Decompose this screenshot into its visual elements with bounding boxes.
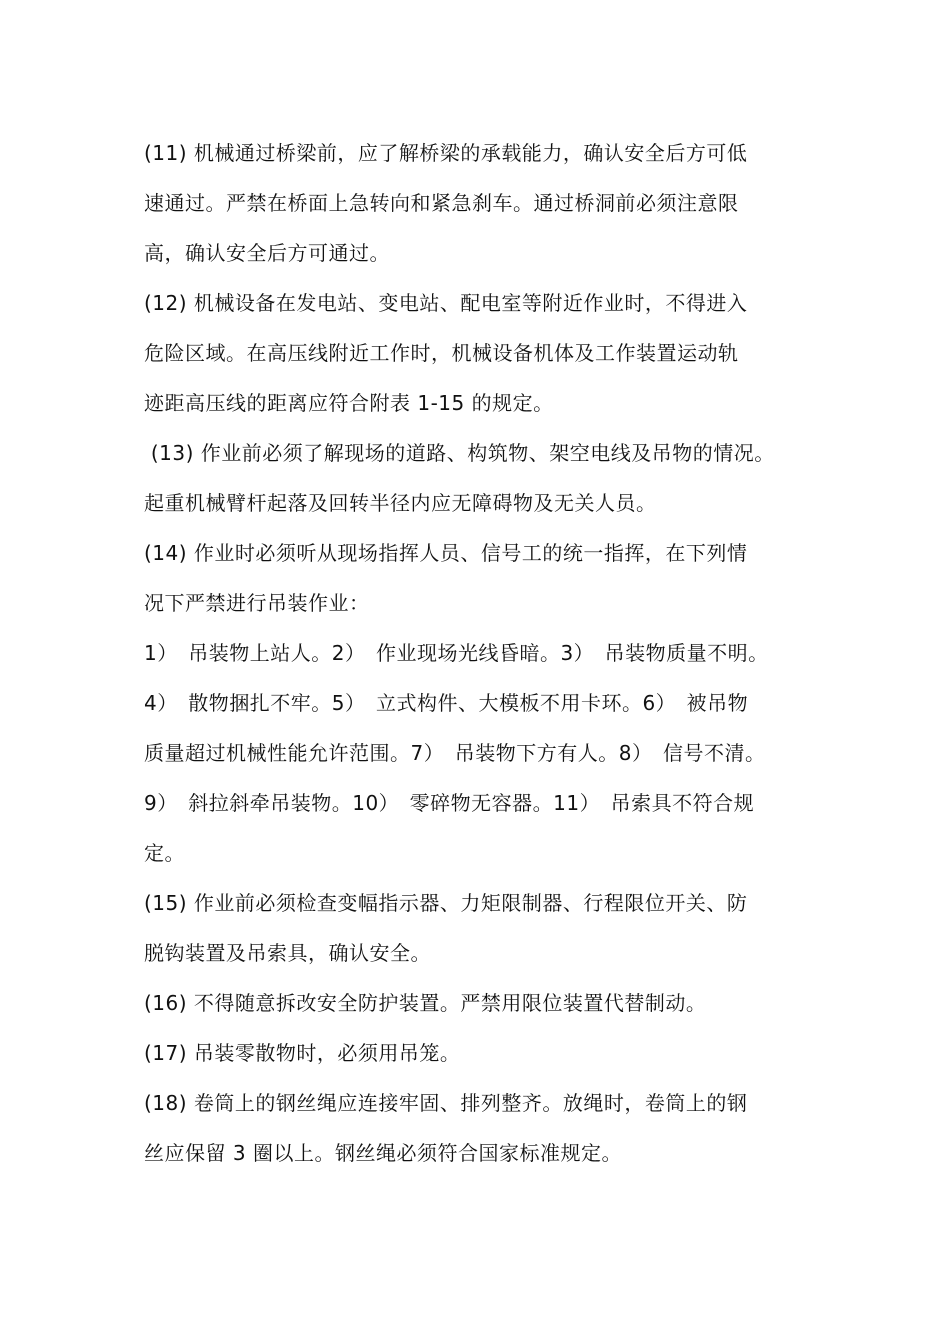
text-line-11c: 高，确认安全后方可通过。 <box>144 241 390 265</box>
text-line-11b: 速通过。严禁在桥面上急转向和紧急刹车。通过桥洞前必须注意限 <box>144 191 739 215</box>
text-line-12b: 危险区域。在高压线附近工作时，机械设备机体及工作装置运动轨 <box>144 341 739 365</box>
list-line-5: 定。 <box>144 841 185 865</box>
text-line-17: (17) 吊装零散物时，必须用吊笼。 <box>144 1041 461 1065</box>
text-line-11a: (11) 机械通过桥梁前，应了解桥梁的承载能力，确认安全后方可低 <box>144 141 748 165</box>
text-line-14b: 况下严禁进行吊装作业： <box>144 591 370 615</box>
text-line-16: (16) 不得随意拆改安全防护装置。严禁用限位装置代替制动。 <box>144 991 707 1015</box>
text-line-12c: 迹距高压线的距离应符合附表 1-15 的规定。 <box>144 391 554 415</box>
text-line-13b: 起重机械臂杆起落及回转半径内应无障碍物及无关人员。 <box>144 491 657 515</box>
text-line-15b: 脱钩装置及吊索具，确认安全。 <box>144 941 431 965</box>
text-line-18b: 丝应保留 3 圈以上。钢丝绳必须符合国家标准规定。 <box>144 1141 622 1165</box>
text-line-12a: (12) 机械设备在发电站、变电站、配电室等附近作业时，不得进入 <box>144 291 748 315</box>
text-line-13a: (13) 作业前必须了解现场的道路、构筑物、架空电线及吊物的情况。 <box>144 441 775 465</box>
body-text <box>144 128 844 1178</box>
text-line-15a: (15) 作业前必须检查变幅指示器、力矩限制器、行程限位开关、防 <box>144 891 748 915</box>
list-line-2: 4） 散物捆扎不牢。5） 立式构件、大模板不用卡环。6） 被吊物 <box>144 691 749 715</box>
text-line-14a: (14) 作业时必须听从现场指挥人员、信号工的统一指挥，在下列情 <box>144 541 748 565</box>
text-line-18a: (18) 卷筒上的钢丝绳应连接牢固、排列整齐。放绳时，卷筒上的钢 <box>144 1091 748 1115</box>
list-line-1: 1） 吊装物上站人。2） 作业现场光线昏暗。3） 吊装物质量不明。 <box>144 641 769 665</box>
list-line-3: 质量超过机械性能允许范围。7） 吊装物下方有人。8） 信号不清。 <box>144 741 766 765</box>
list-line-4: 9） 斜拉斜牵吊装物。10） 零碎物无容器。11） 吊索具不符合规 <box>144 791 755 815</box>
